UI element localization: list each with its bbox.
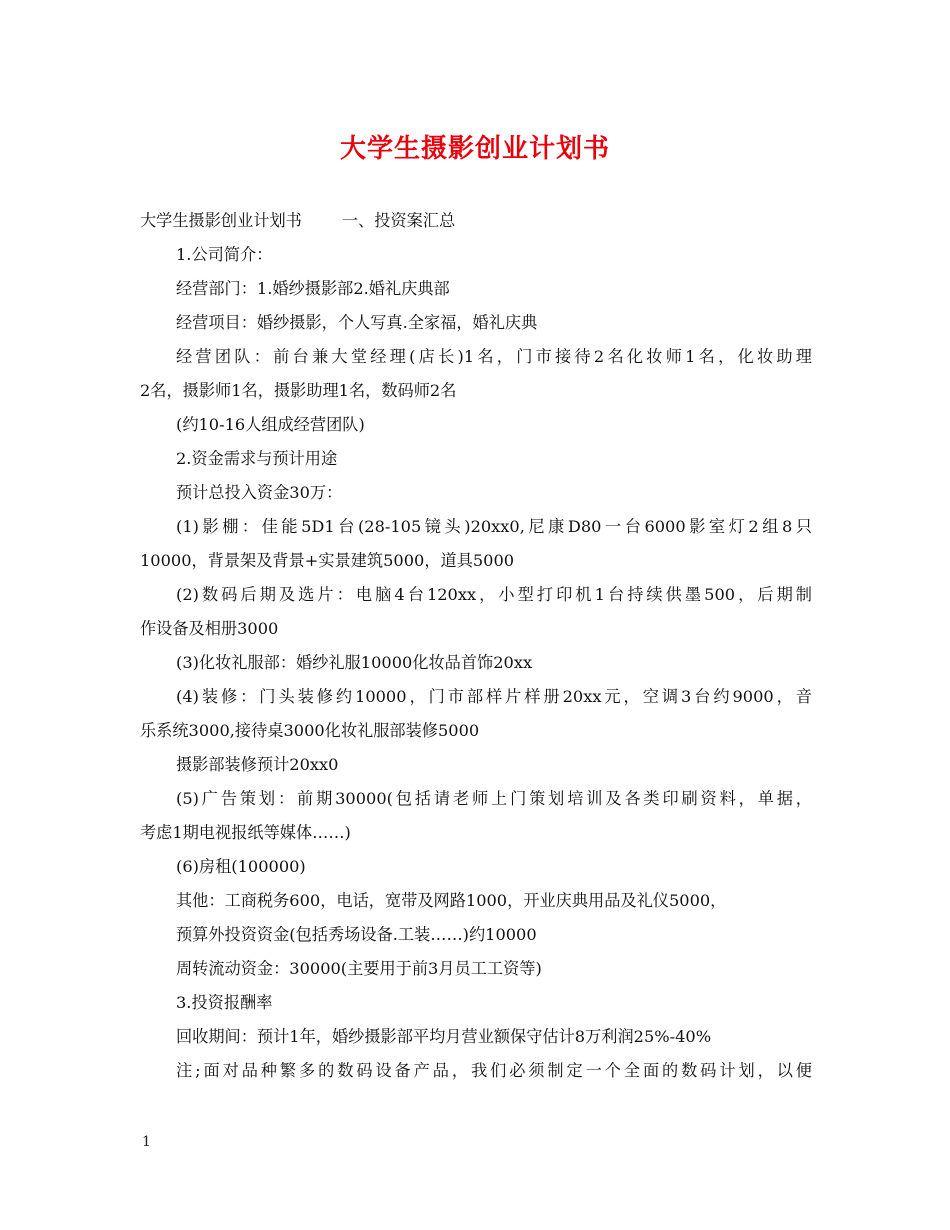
text-line: 3.投资报酬率 (176, 993, 273, 1012)
text-line: (2)数码后期及选片：电脑4台120xx，小型打印机1台持续供墨500，后期制 (176, 585, 812, 604)
text-line: 回收期间：预计1年，婚纱摄影部平均月营业额保守估计8万利润25%-40% (176, 1027, 712, 1046)
text-line: 经营团队：前台兼大堂经理(店长)1名，门市接待2名化妆师1名，化妆助理 (176, 347, 812, 366)
text-line: 考虑1期电视报纸等媒体……) (140, 823, 351, 842)
text-line: (1)影棚：佳能5D1台(28-105镜头)20xx0,尼康D80一台6000影室灯2组8只 (176, 517, 812, 536)
text-line: 经营部门：1.婚纱摄影部2.婚礼庆典部 (176, 279, 450, 298)
text-line: 2.资金需求与预计用途 (176, 449, 338, 468)
section-heading-line (140, 204, 812, 238)
text-line: 1.公司简介： (176, 245, 273, 264)
text-line: (约10-16人组成经营团队) (176, 415, 365, 434)
text-line: (6)房租(100000) (176, 857, 306, 876)
heading-section: 一、投资案汇总 (341, 211, 456, 230)
text-line: (5)广告策划：前期30000(包括请老师上门策划培训及各类印刷资料，单据， (176, 789, 812, 808)
heading-prefix: 大学生摄影创业计划书 (140, 211, 302, 230)
text-line: (3)化妆礼服部：婚纱礼服10000化妆品首饰20xx (176, 653, 533, 672)
text-line: 2名，摄影师1名，摄影助理1名，数码师2名 (140, 381, 457, 400)
text-line: 摄影部装修预计20xx0 (176, 755, 339, 774)
text-line: 周转流动资金：30000(主要用于前3月员工工资等) (176, 959, 542, 978)
text-line: 预计总投入资金30万： (176, 483, 343, 502)
page-number: 1 (142, 1134, 151, 1150)
text-line: (4)装修：门头装修约10000，门市部样片样册20xx元，空调3台约9000，音 (176, 687, 812, 706)
text-line: 注;面对品种繁多的数码设备产品，我们必须制定一个全面的数码计划，以便 (176, 1061, 812, 1080)
document-body (140, 204, 812, 1088)
text-line: 其他：工商税务600，电话，宽带及网路1000，开业庆典用品及礼仪5000， (176, 891, 727, 910)
text-line: 作设备及相册3000 (140, 619, 279, 638)
text-line: 乐系统3000,接待桌3000化妆礼服部装修5000 (140, 721, 480, 740)
text-line: 10000，背景架及背景+实景建筑5000，道具5000 (140, 551, 515, 570)
document-title: 大学生摄影创业计划书 (339, 134, 610, 164)
text-line: 经营项目：婚纱摄影，个人写真.全家福，婚礼庆典 (176, 313, 538, 332)
text-line: 预算外投资资金(包括秀场设备.工装……)约10000 (176, 925, 537, 944)
